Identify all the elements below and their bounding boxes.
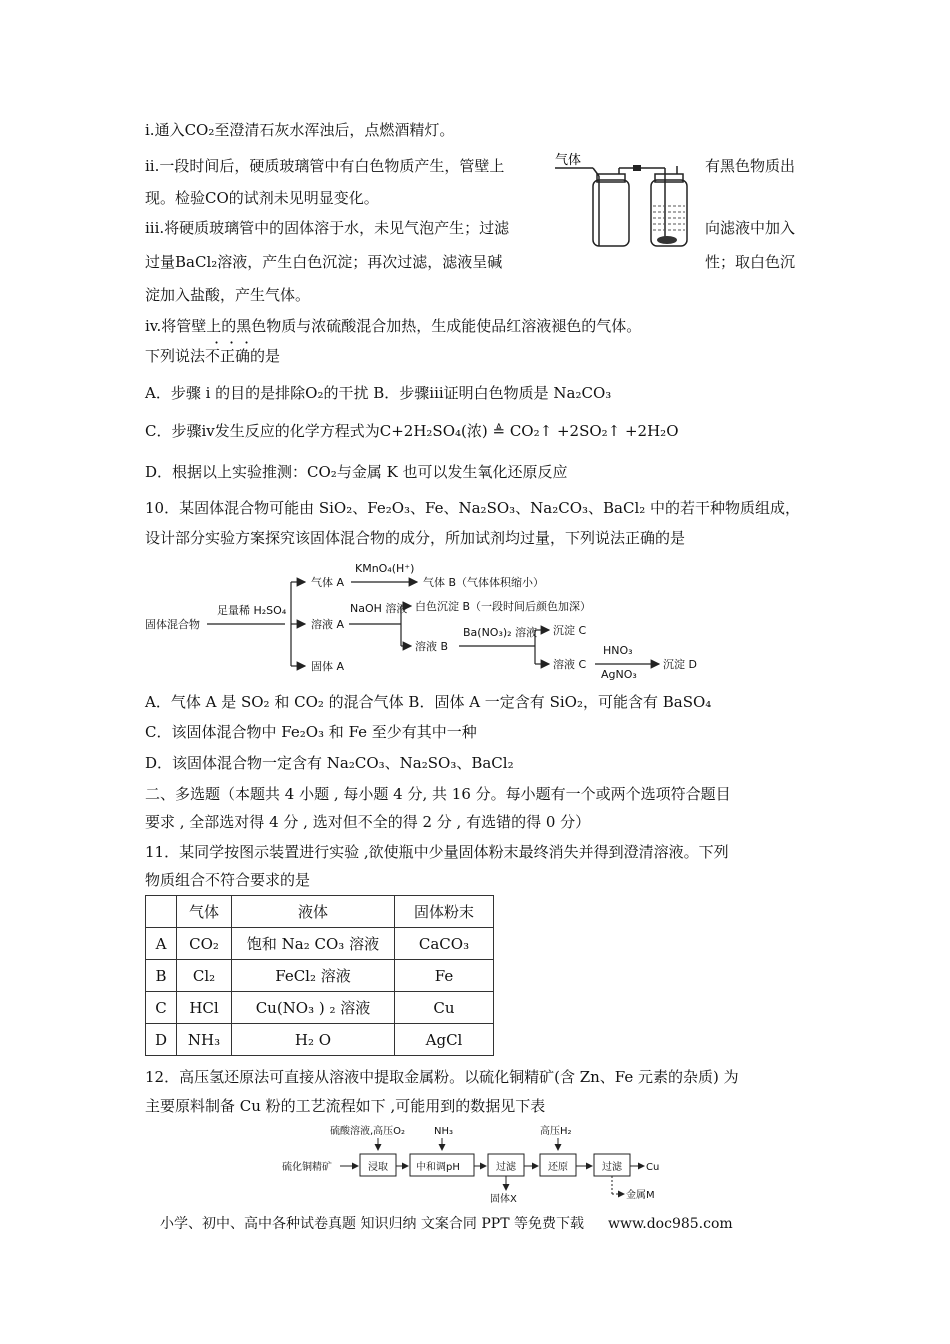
table-row bbox=[146, 928, 494, 960]
step-iv: iv.将管壁上的黑色物质与浓硫酸混合加热，生成能使品红溶液褪色的气体。 bbox=[145, 317, 642, 335]
table-cell: H₂ O bbox=[232, 1024, 395, 1056]
flow2-filter-1: 过滤 bbox=[496, 1162, 516, 1173]
section-2-heading-1: 二、多选题（本题共 4 小题 , 每小题 4 分, 共 16 分。每小题有一个或两个选项符合题目 bbox=[145, 785, 731, 803]
flow2-neutralize: 中和调pH bbox=[416, 1162, 460, 1173]
q12-stem-1: 12．高压氢还原法可直接从溶液中提取金属粉。以硫化铜精矿(含 Zn、Fe 元素的杂质) 为 bbox=[145, 1068, 739, 1086]
flow-gas-a: 气体 A bbox=[311, 576, 345, 589]
table-cell: Cu(NO₃ ) ₂ 溶液 bbox=[232, 992, 395, 1024]
flow-agno3: AgNO₃ bbox=[601, 668, 637, 680]
flow2-reduce: 还原 bbox=[548, 1162, 568, 1173]
flow-kmno4: KMnO₄(H⁺) bbox=[355, 562, 415, 575]
flow2-top-reagent-3: 高压H₂ bbox=[540, 1126, 572, 1137]
table-cell: 饱和 Na₂ CO₃ 溶液 bbox=[232, 928, 395, 960]
q12-process-flow bbox=[282, 1120, 672, 1208]
table-cell: B bbox=[146, 960, 177, 992]
table-header-cell bbox=[146, 896, 177, 928]
table-cell: C bbox=[146, 992, 177, 1024]
table-cell: A bbox=[146, 928, 177, 960]
flow-solution-b: 溶液 B bbox=[415, 640, 449, 653]
flow2-top-reagent-2: NH₃ bbox=[434, 1126, 454, 1137]
flow2-filter-2: 过滤 bbox=[602, 1162, 622, 1173]
step-ii-right: 有黑色物质出 bbox=[705, 157, 796, 175]
step-iii-cont-left: 过量BaCl₂溶液，产生白色沉淀；再次过滤，滤液呈碱 bbox=[145, 253, 503, 271]
step-i: i.通入CO₂至澄清石灰水浑浊后，点燃酒精灯。 bbox=[145, 121, 455, 139]
q10-option-ab: A．气体 A 是 SO₂ 和 CO₂ 的混合气体 B．固体 A 一定含有 SiO₂，可能含有 BaSO₄ bbox=[145, 693, 712, 711]
flow-solution-c: 溶液 C bbox=[553, 658, 587, 671]
footer-text: 小学、初中、高中各种试卷真题 知识归纳 文案合同 PPT 等免费下载 bbox=[160, 1216, 584, 1232]
flow-naoh: NaOH 溶液 bbox=[350, 602, 408, 615]
table-header-row bbox=[146, 896, 494, 928]
emphasis-dot: · bbox=[214, 333, 220, 352]
flow-precipitate-d: 沉淀 D bbox=[663, 658, 697, 671]
table-cell: Fe bbox=[395, 960, 494, 992]
step-iii-end: 淀加入盐酸，产生气体。 bbox=[145, 286, 311, 304]
table-cell: CO₂ bbox=[177, 928, 232, 960]
emphasis-dot: · bbox=[244, 333, 250, 352]
table-cell: D bbox=[146, 1024, 177, 1056]
table-header-cell: 固体粉末 bbox=[395, 896, 494, 928]
table-cell: NH₃ bbox=[177, 1024, 232, 1056]
step-iii-cont-right: 性；取白色沉 bbox=[705, 253, 796, 271]
step-iii-left: iii.将硬质玻璃管中的固体溶于水，未见气泡产生；过滤 bbox=[145, 219, 510, 237]
step-ii-cont: 现。检验CO的试剂未见明显变化。 bbox=[145, 189, 379, 207]
table-header-cell: 液体 bbox=[232, 896, 395, 928]
flow-reagent-1: 足量稀 H₂SO₄ bbox=[217, 604, 287, 617]
table-cell: CaCO₃ bbox=[395, 928, 494, 960]
flow-white-precipitate-b: 白色沉淀 B（一段时间后颜色加深） bbox=[415, 600, 592, 613]
flow-start: 固体混合物 bbox=[145, 618, 200, 631]
table-row bbox=[146, 960, 494, 992]
q9-option-ab: A．步骤 i 的目的是排除O₂的干扰 B．步骤iii证明白色物质是 Na₂CO₃ bbox=[145, 384, 612, 402]
flow2-metal-m: 金属M bbox=[626, 1190, 655, 1201]
table-cell: Cu bbox=[395, 992, 494, 1024]
table-row bbox=[146, 1024, 494, 1056]
q9-option-c: C．步骤iv发生反应的化学方程式为C+2H₂SO₄(浓) ≜ CO₂↑ +2SO₂↑ +2H₂O bbox=[145, 422, 679, 440]
step-ii-left: ii.一段时间后，硬质玻璃管中有白色物质产生，管壁上 bbox=[145, 157, 505, 175]
step-iii-right: 向滤液中加入 bbox=[705, 219, 796, 237]
q10-option-c: C．该固体混合物中 Fe₂O₃ 和 Fe 至少有其中一种 bbox=[145, 723, 477, 741]
q9-option-d: D．根据以上实验推测：CO₂与金属 K 也可以发生氧化还原反应 bbox=[145, 463, 568, 481]
flow2-solid-x: 固体X bbox=[490, 1194, 517, 1205]
section-2-heading-2: 要求 , 全部选对得 4 分 , 选对但不全的得 2 分 , 有选错的得 0 分） bbox=[145, 813, 591, 831]
table-cell: AgCl bbox=[395, 1024, 494, 1056]
table-row bbox=[146, 992, 494, 1024]
table-cell: FeCl₂ 溶液 bbox=[232, 960, 395, 992]
flow2-top-reagent-1: 硫酸溶液,高压O₂ bbox=[330, 1126, 406, 1137]
q11-options-table bbox=[145, 895, 494, 1056]
flow-solid-a: 固体 A bbox=[311, 660, 345, 673]
q10-stem-2: 设计部分实验方案探究该固体混合物的成分，所加试剂均过量，下列说法正确的是 bbox=[145, 529, 686, 547]
flow-solution-a: 溶液 A bbox=[311, 618, 345, 631]
apparatus-gas-label: 气体 bbox=[555, 153, 582, 168]
flow-hno3: HNO₃ bbox=[603, 644, 633, 657]
q9-stem: 下列说法不正确的是 bbox=[145, 347, 281, 365]
q10-flowchart bbox=[145, 560, 705, 680]
table-cell: Cl₂ bbox=[177, 960, 232, 992]
q11-stem-2: 物质组合不符合要求的是 bbox=[145, 871, 311, 889]
q11-stem-1: 11．某同学按图示装置进行实验 ,欲使瓶中少量固体粉末最终消失并得到澄清溶液。下列 bbox=[145, 843, 729, 861]
emphasis-dot: · bbox=[229, 333, 235, 352]
flow2-cu: Cu bbox=[646, 1162, 660, 1173]
flow2-leach: 浸取 bbox=[368, 1162, 388, 1173]
flow2-ore: 硫化铜精矿 bbox=[282, 1162, 332, 1173]
gas-bottle-apparatus bbox=[553, 150, 701, 254]
table-header-cell: 气体 bbox=[177, 896, 232, 928]
table-cell: HCl bbox=[177, 992, 232, 1024]
q12-stem-2: 主要原料制备 Cu 粉的工艺流程如下 ,可能用到的数据见下表 bbox=[145, 1097, 546, 1115]
flow-gas-b: 气体 B（气体体积缩小） bbox=[423, 576, 545, 589]
flow-precipitate-c: 沉淀 C bbox=[553, 624, 587, 637]
q10-stem-1: 10．某固体混合物可能由 SiO₂、Fe₂O₃、Fe、Na₂SO₃、Na₂CO₃、BaCl₂ 中的若干种物质组成， bbox=[145, 499, 801, 517]
page-footer bbox=[160, 1213, 733, 1233]
q10-option-d: D．该固体混合物一定含有 Na₂CO₃、Na₂SO₃、BaCl₂ bbox=[145, 754, 514, 772]
flow-bano3: Ba(NO₃)₂ 溶液 bbox=[463, 626, 538, 639]
footer-url[interactable]: www.doc985.com bbox=[607, 1216, 733, 1232]
